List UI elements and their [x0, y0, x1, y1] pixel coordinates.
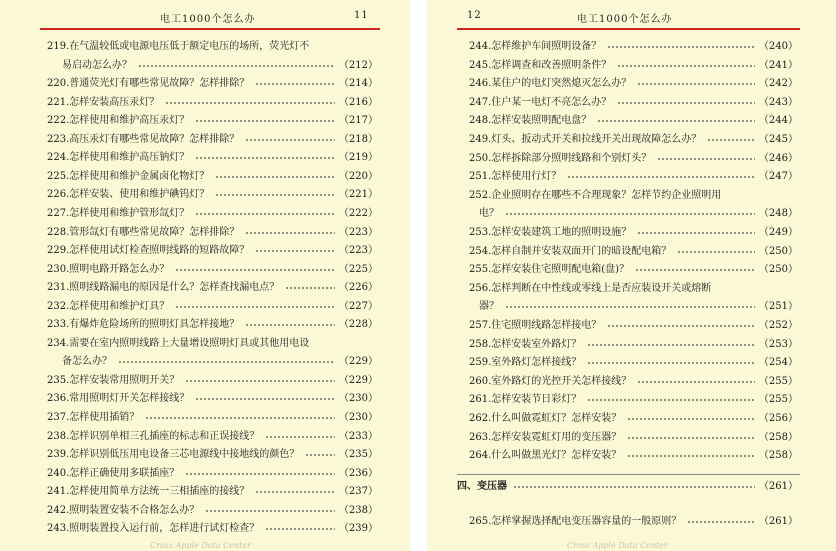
toc-entry-title: 255.怎样安装住宅照明配电箱(盘)？	[469, 264, 630, 276]
page-number: 12	[467, 10, 482, 21]
toc-entry-line	[469, 282, 798, 296]
leader-dots	[567, 176, 755, 178]
leader-dots	[165, 102, 335, 104]
toc-entry-page: （239）	[338, 523, 378, 535]
toc-entry-page: （252）	[758, 320, 798, 331]
left-page	[0, 0, 410, 551]
toc-entry-title: 263.怎样安装霓虹灯用的变压器？	[469, 431, 622, 443]
leader-dots	[607, 325, 755, 327]
toc-entry-line	[469, 114, 798, 128]
toc-entry-line	[47, 170, 378, 184]
toc-entry-title: 232.怎样使用和维护灯具？	[47, 300, 170, 312]
leader-dots	[138, 65, 335, 67]
toc-entry-line	[469, 40, 798, 54]
toc-entry-line	[469, 449, 798, 463]
toc-entry-line	[47, 522, 378, 536]
toc-entry-page: （241）	[758, 59, 798, 71]
toc-entry-line	[47, 411, 378, 425]
toc-entry-page: （212）	[338, 59, 378, 71]
leader-dots	[185, 380, 335, 382]
toc-entry-title: 219.在气温较低或电源电压低于额定电压的场所，荧光灯不	[47, 41, 310, 52]
toc-entry-page: （221）	[338, 189, 378, 201]
leader-dots	[607, 46, 755, 48]
leader-dots	[145, 417, 335, 419]
toc-entry-title: 240.怎样正确使用多联插座？	[47, 467, 180, 479]
toc-entry-title: 233.有爆炸危险场所的照明灯具怎样接地？	[47, 319, 240, 331]
running-header-title: 电工1000个怎么办	[160, 14, 256, 25]
toc-entry-page: （258）	[758, 431, 798, 443]
toc-entry-page: （237）	[338, 486, 378, 498]
leader-dots	[195, 120, 335, 122]
toc-entry-line	[479, 300, 798, 314]
toc-entry-page: （219）	[338, 152, 378, 164]
leader-dots	[587, 344, 755, 346]
leader-dots	[305, 454, 335, 456]
toc-entry-title: 250.怎样拆除部分照明线路和个别灯头？	[469, 152, 652, 164]
toc-entry-line	[469, 59, 798, 73]
toc-entry-title: 254.怎样自制并安装双面开门的暗设配电箱？	[469, 245, 672, 257]
toc-entry-title: 225.怎样使用和维护金属卤化物灯？	[47, 170, 210, 182]
toc-entry-page: （253）	[758, 338, 798, 350]
toc-entry-title: 246.某住户的电灯突然熄灭怎么办？	[469, 78, 632, 90]
watermark: Cross Apple Data Center	[150, 541, 251, 550]
toc-entry-line	[47, 374, 378, 388]
leader-dots	[185, 473, 335, 475]
toc-entry-title: 256.怎样判断在中性线或零线上是否应装设开关或熔断	[469, 282, 712, 294]
toc-entry-title: 259.室外路灯怎样接线？	[469, 357, 582, 369]
toc-entry-page: （230）	[338, 412, 378, 423]
leader-dots	[195, 157, 335, 159]
toc-entry-line	[62, 355, 378, 369]
toc-entry-page: （242）	[758, 78, 798, 90]
toc-entry-line	[469, 152, 798, 166]
toc-entry-title: 265.怎样掌握选择配电变压器容量的一般原则？	[469, 516, 682, 527]
toc-entry-title: 222.怎样使用和维护高压汞灯？	[47, 115, 190, 127]
toc-entry-line	[47, 226, 378, 240]
toc-entry-line	[47, 318, 378, 332]
leader-dots	[627, 437, 755, 439]
header-rule	[40, 28, 380, 30]
toc-entry-line	[469, 431, 798, 445]
toc-entry-title: 264.什么叫做黑光灯？怎样安装？	[469, 450, 622, 462]
toc-entry-title: 241.怎样使用简单方法统一三相插座的接线？	[47, 486, 250, 498]
toc-entry-title: 257.住宅照明线路怎样接电？	[469, 320, 602, 331]
section-page: （261）	[758, 481, 798, 492]
toc-entry-line	[47, 207, 378, 221]
leader-dots	[265, 528, 335, 530]
toc-entry-title: 236.常用照明灯开关怎样接线？	[47, 393, 190, 405]
right-page	[427, 0, 836, 551]
toc-entry-title: 220.普通荧光灯有哪些常见故障？怎样排除？	[47, 78, 250, 90]
toc-entry-line	[469, 515, 798, 529]
toc-entry-line	[469, 189, 798, 203]
toc-entry-line	[469, 133, 798, 147]
toc-entry-line	[47, 151, 378, 165]
toc-entry-title: 227.怎样使用和维护管形氙灯？	[47, 207, 190, 219]
toc-entry-page: （227）	[338, 300, 378, 312]
toc-entry-page: （216）	[338, 96, 378, 108]
section-heading	[457, 480, 798, 494]
toc-entry-line	[47, 504, 378, 518]
toc-entry-title: 器？	[479, 301, 499, 313]
toc-entry-page: （249）	[758, 227, 798, 238]
toc-entry-line	[47, 77, 378, 91]
toc-entry-page: （245）	[758, 134, 798, 145]
toc-entry-title: 228.管形氙灯有哪些常见故障？怎样排除？	[47, 226, 240, 238]
toc-entry-page: （223）	[338, 226, 378, 238]
leader-dots	[635, 269, 755, 271]
toc-entry-title: 253.怎样安装建筑工地的照明设施？	[469, 227, 632, 238]
toc-entry-page: （256）	[758, 413, 798, 424]
toc-entry-title: 易启动怎么办？	[62, 59, 132, 71]
toc-entry-title: 261.怎样安装节日彩灯？	[469, 394, 582, 406]
leader-dots	[637, 232, 755, 234]
toc-entry-title: 230.照明电路开路怎么办？	[47, 263, 170, 275]
toc-entry-title: 258.怎样安装室外路灯？	[469, 338, 582, 350]
toc-entry-page: （238）	[338, 504, 378, 516]
toc-entry-title: 229.怎样使用试灯检查照明线路的短路故障？	[47, 245, 250, 257]
leader-dots	[505, 213, 755, 215]
leader-dots	[707, 139, 755, 141]
toc-entry-page: （223）	[338, 245, 378, 257]
toc-entry-line	[469, 226, 798, 240]
toc-entry-line	[469, 356, 798, 370]
toc-entry-line	[479, 207, 798, 221]
leader-dots	[285, 287, 335, 289]
toc-entry-page: （251）	[758, 301, 798, 313]
leader-dots	[627, 418, 755, 420]
leader-dots	[597, 120, 755, 122]
toc-entry-line	[469, 338, 798, 352]
toc-entry-page: （248）	[758, 208, 798, 220]
toc-entry-line	[47, 392, 378, 406]
header-rule	[457, 28, 800, 30]
toc-entry-title: 260.室外路灯的光控开关怎样接线？	[469, 375, 632, 387]
page-gutter	[410, 0, 427, 551]
toc-entry-page: （254）	[758, 357, 798, 369]
toc-entry-line	[47, 244, 378, 258]
toc-entry-title: 248.怎样安装照明配电盘？	[469, 115, 592, 127]
toc-entry-page: （236）	[338, 467, 378, 479]
toc-entry-title: 231.照明线路漏电的原因是什么？怎样查找漏电点？	[47, 282, 280, 294]
leader-dots	[195, 213, 335, 215]
leader-dots	[215, 194, 335, 196]
toc-entry-line	[469, 170, 798, 184]
toc-entry-line	[47, 114, 378, 128]
leader-dots	[245, 232, 335, 234]
toc-entry-page: （214）	[338, 78, 378, 90]
leader-dots	[587, 399, 755, 401]
toc-entry-title: 224.怎样使用和维护高压钠灯？	[47, 152, 190, 164]
toc-entry-line	[469, 393, 798, 407]
toc-entry-line	[469, 319, 798, 333]
toc-entry-title: 251.怎样使用行灯？	[469, 171, 562, 183]
toc-entry-page: （258）	[758, 450, 798, 462]
toc-entry-page: （250）	[758, 264, 798, 276]
toc-entry-page: （240）	[758, 41, 798, 52]
leader-dots	[617, 65, 755, 67]
leader-dots	[627, 455, 755, 457]
toc-entry-line	[469, 96, 798, 110]
section-divider	[457, 474, 800, 475]
toc-entry-page: （225）	[338, 263, 378, 275]
toc-entry-line	[469, 375, 798, 389]
toc-entry-title: 243.照明装置投入运行前，怎样进行试灯检查？	[47, 523, 260, 535]
leader-dots	[617, 102, 755, 104]
leader-dots	[637, 381, 755, 383]
toc-entry-title: 223.高压汞灯有哪些常见故障？怎样排除？	[47, 133, 240, 145]
section-title: 四、变压器	[457, 481, 507, 492]
toc-entry-page: （222）	[338, 207, 378, 219]
toc-entry-page: （250）	[758, 245, 798, 257]
toc-entry-line	[62, 59, 378, 73]
running-header-title: 电工1000个怎么办	[577, 14, 673, 25]
page-number: 11	[354, 10, 369, 21]
toc-entry-page: （228）	[338, 319, 378, 331]
toc-entry-line	[47, 448, 378, 462]
leader-dots	[245, 139, 335, 141]
leader-dots	[637, 83, 755, 85]
toc-entry-title: 239.怎样识别低压用电设备三芯电源线中接地线的颜色？	[47, 449, 300, 461]
toc-entry-title: 234.需要在室内照明线路上大量增设照明灯具或其他用电设	[47, 337, 310, 349]
leader-dots	[215, 176, 335, 178]
leader-dots	[175, 269, 335, 271]
toc-entry-title: 备怎么办？	[62, 356, 112, 368]
toc-entry-title: 244.怎样维护车间照明设备？	[469, 41, 602, 52]
toc-entry-title: 238.怎样识别单相三孔插座的标志和正误接线？	[47, 430, 260, 442]
toc-entry-title: 252.企业照明存在哪些不合理现象？怎样节约企业照明用	[469, 189, 722, 201]
leader-dots	[255, 491, 335, 493]
toc-entry-line	[469, 263, 798, 277]
toc-entry-line	[47, 467, 378, 481]
toc-entry-page: （229）	[338, 356, 378, 368]
toc-entry-title: 245.怎样调查和改善照明条件？	[469, 59, 612, 71]
leader-dots	[195, 398, 335, 400]
toc-entry-page: （220）	[338, 170, 378, 182]
toc-entry-line	[47, 263, 378, 277]
toc-entry-title: 242.照明装置安装不合格怎么办？	[47, 504, 200, 516]
toc-entry-page: （247）	[758, 171, 798, 183]
leader-dots	[513, 486, 755, 488]
toc-entry-line	[47, 281, 378, 295]
toc-entry-line	[47, 337, 378, 351]
toc-entry-title: 226.怎样安装、使用和维护碘钨灯？	[47, 189, 210, 201]
leader-dots	[205, 510, 335, 512]
toc-entry-page: （246）	[758, 152, 798, 164]
toc-entry-line	[47, 430, 378, 444]
toc-entry-page: （230）	[338, 393, 378, 405]
leader-dots	[255, 250, 335, 252]
toc-entry-line	[469, 412, 798, 426]
toc-entry-page: （217）	[338, 115, 378, 127]
leader-dots	[687, 521, 755, 523]
toc-entry-line	[47, 485, 378, 499]
toc-entry-page: （218）	[338, 133, 378, 145]
watermark: Cross Apple Data Center	[567, 541, 668, 550]
toc-entry-title: 237.怎样使用插销？	[47, 412, 140, 423]
toc-entry-line	[47, 40, 378, 54]
toc-entry-line	[47, 96, 378, 110]
toc-entry-title: 247.住户某一电灯不亮怎么办？	[469, 96, 612, 108]
toc-entry-page: （229）	[338, 374, 378, 386]
toc-entry-page: （255）	[758, 375, 798, 387]
leader-dots	[255, 83, 335, 85]
toc-entry-title: 电？	[479, 208, 499, 220]
toc-entry-title: 235.怎样安装常用照明开关？	[47, 374, 180, 386]
leader-dots	[245, 324, 335, 326]
leader-dots	[677, 251, 755, 253]
toc-entry-page: （233）	[338, 430, 378, 442]
toc-entry-page: （261）	[758, 516, 798, 527]
leader-dots	[175, 306, 335, 308]
leader-dots	[265, 436, 335, 438]
toc-entry-page: （255）	[758, 394, 798, 406]
leader-dots	[505, 306, 755, 308]
leader-dots	[587, 362, 755, 364]
toc-entry-title: 249.灯头、扳动式开关和拉线开关出现故障怎么办？	[469, 134, 702, 145]
toc-entry-page: （243）	[758, 96, 798, 108]
toc-entry-line	[469, 77, 798, 91]
toc-entry-title: 262.什么叫做霓虹灯？怎样安装？	[469, 413, 622, 424]
toc-entry-line	[469, 245, 798, 259]
toc-entry-line	[47, 133, 378, 147]
toc-entry-title: 221.怎样安装高压汞灯？	[47, 96, 160, 108]
toc-entry-page: （226）	[338, 282, 378, 294]
toc-entry-line	[47, 188, 378, 202]
leader-dots	[118, 361, 335, 363]
toc-entry-page: （244）	[758, 115, 798, 127]
toc-entry-page: （235）	[338, 449, 378, 461]
leader-dots	[657, 158, 755, 160]
toc-entry-line	[47, 300, 378, 314]
